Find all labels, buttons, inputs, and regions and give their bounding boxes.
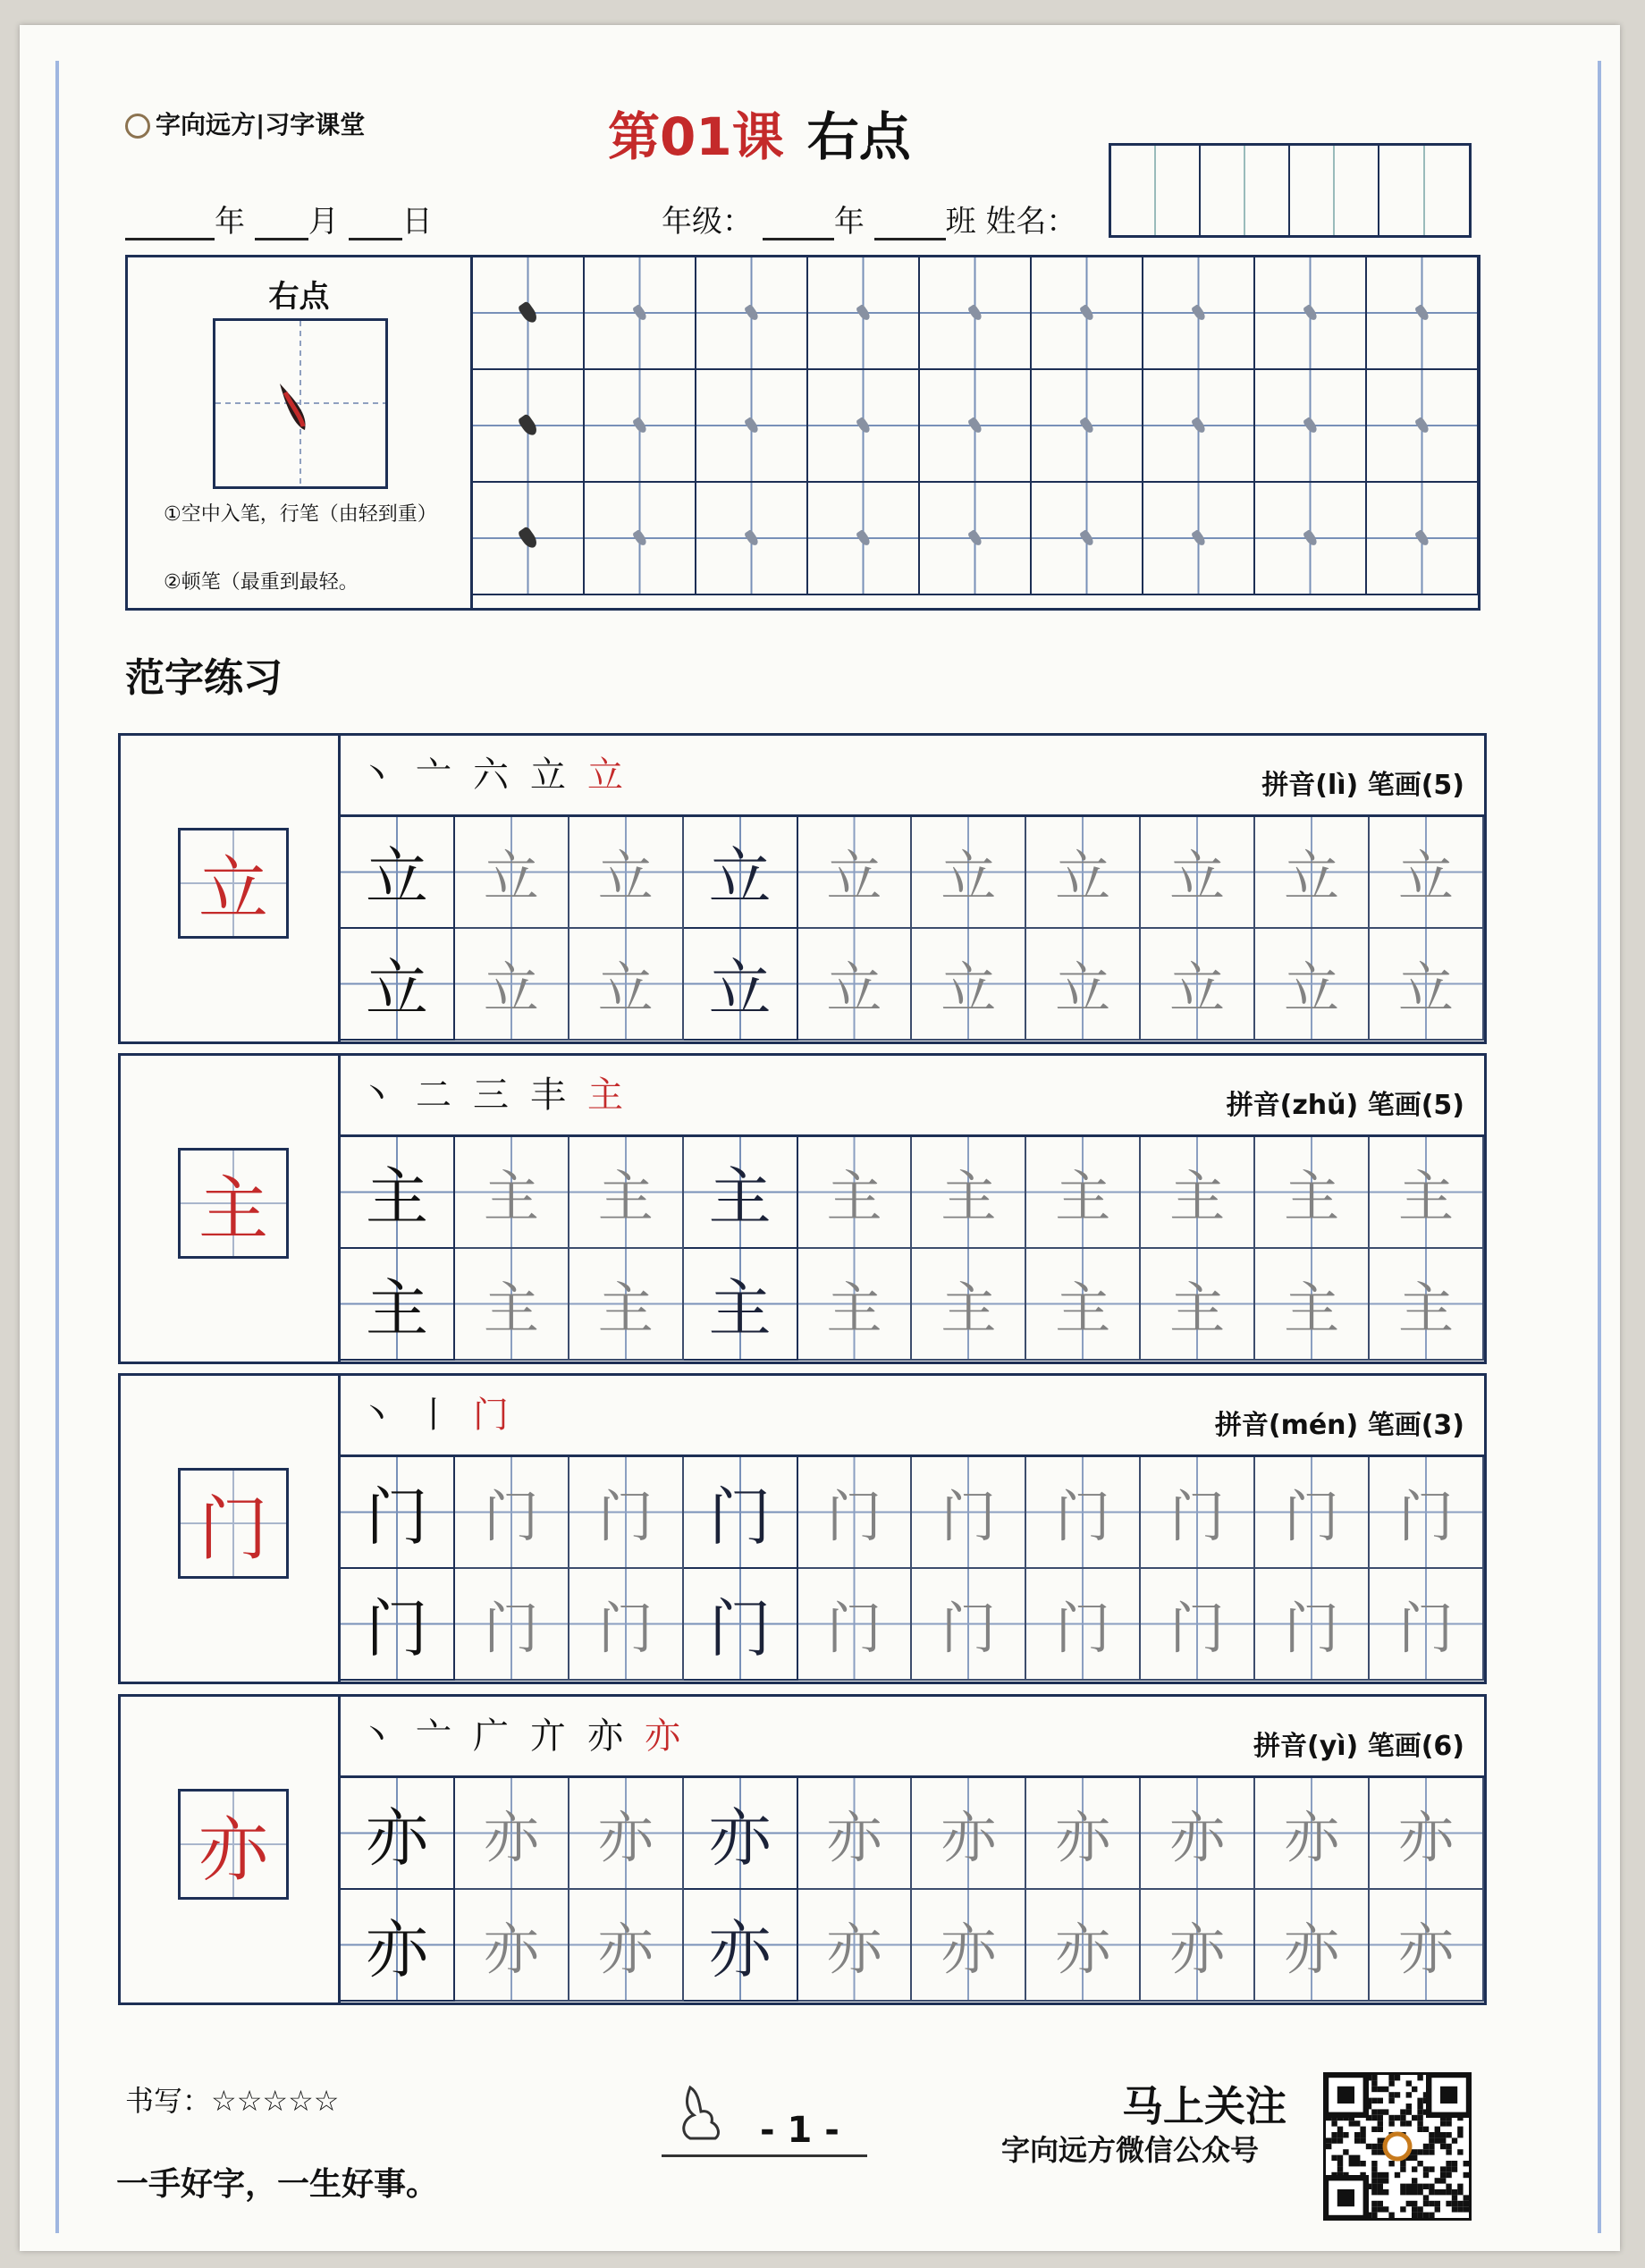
stroke-practice-cell[interactable]	[1143, 483, 1255, 595]
stroke-practice-cell[interactable]	[473, 483, 585, 595]
stroke-note-2: ②顿笔（最重到最轻。	[164, 571, 359, 594]
character-practice-cell[interactable]: 立	[684, 929, 798, 1041]
right-dot-stroke-icon	[743, 304, 760, 322]
model-character: 门	[178, 1468, 289, 1579]
practice-block	[118, 1053, 1487, 1364]
stroke-order-step: 二	[416, 1075, 473, 1116]
character-practice-cell[interactable]: 亦	[912, 1778, 1026, 1890]
circle-logo-icon	[125, 114, 150, 139]
character-practice-cell[interactable]: 主	[912, 1137, 1026, 1249]
character-practice-cell[interactable]: 亦	[1370, 1890, 1484, 2002]
stroke-practice-cell[interactable]	[1032, 257, 1143, 370]
character-practice-cell[interactable]: 立	[684, 817, 798, 929]
stroke-count-label: 笔画(5)	[1367, 770, 1464, 801]
stroke-order-step: 亠	[416, 1716, 473, 1757]
stroke-order-step: 三	[473, 1075, 530, 1116]
stroke-order-step: 立	[587, 755, 645, 796]
model-character-frame	[121, 736, 341, 1041]
character-practice-grid[interactable]	[341, 1457, 1484, 1681]
model-character: 主	[178, 1148, 289, 1259]
stroke-practice-cell[interactable]	[808, 483, 920, 595]
character-practice-cell[interactable]: 立	[569, 929, 684, 1041]
writing-rating[interactable]: 书写：☆☆☆☆☆	[125, 2084, 340, 2118]
character-practice-cell[interactable]: 主	[1141, 1137, 1255, 1249]
character-practice-cell[interactable]: 主	[1370, 1249, 1484, 1361]
stroke-practice-cell[interactable]	[1255, 257, 1367, 370]
character-practice-cell[interactable]: 立	[912, 817, 1026, 929]
month-label: 月	[308, 204, 339, 240]
stroke-order-step: 丶	[359, 1716, 416, 1757]
character-practice-cell[interactable]: 门	[1026, 1569, 1141, 1681]
character-practice-cell[interactable]: 亦	[1255, 1778, 1370, 1890]
stroke-practice-cell[interactable]	[920, 257, 1032, 370]
character-practice-cell[interactable]: 门	[455, 1457, 569, 1569]
character-practice-cell[interactable]: 立	[1141, 929, 1255, 1041]
stroke-order-row	[341, 1056, 1484, 1137]
year-blank[interactable]	[125, 238, 215, 240]
stroke-practice-cell[interactable]	[808, 370, 920, 483]
character-practice-cell[interactable]: 亦	[1141, 1890, 1255, 2002]
stroke-note-1: ①空中入笔，行笔（由轻到重）	[164, 503, 437, 526]
account-name: 字向远方微信公众号	[1001, 2133, 1260, 2167]
model-character-frame	[121, 1697, 341, 2002]
stroke-practice-cell[interactable]	[473, 370, 585, 483]
stroke-practice-cell[interactable]	[585, 483, 696, 595]
char-meta	[1227, 1083, 1464, 1122]
stroke-practice-cell[interactable]	[473, 257, 585, 370]
stroke-practice-cell[interactable]	[920, 370, 1032, 483]
char-meta	[1253, 1724, 1464, 1763]
rabbit-icon	[672, 2083, 726, 2146]
right-dot-stroke-icon	[1413, 304, 1430, 322]
month-blank[interactable]	[255, 238, 308, 240]
character-practice-cell[interactable]: 亦	[455, 1778, 569, 1890]
right-dot-stroke-icon	[631, 304, 648, 322]
lesson-number: 第01课	[608, 106, 784, 167]
character-practice-cell[interactable]: 立	[569, 817, 684, 929]
character-practice-cell[interactable]: 门	[341, 1457, 455, 1569]
character-practice-cell[interactable]: 门	[798, 1457, 913, 1569]
stroke-practice-cell[interactable]	[1143, 370, 1255, 483]
model-character-frame	[121, 1376, 341, 1682]
character-practice-cell[interactable]: 立	[1141, 817, 1255, 929]
character-practice-cell[interactable]: 立	[798, 929, 913, 1041]
character-practice-cell[interactable]: 主	[1370, 1137, 1484, 1249]
stroke-order-step: 亣	[530, 1716, 587, 1757]
stroke-order-step: 亦	[645, 1716, 702, 1757]
grade-label: 年级：	[662, 204, 753, 240]
character-practice-cell[interactable]: 主	[455, 1137, 569, 1249]
character-practice-cell[interactable]: 门	[1141, 1569, 1255, 1681]
character-practice-cell[interactable]: 主	[455, 1249, 569, 1361]
grade-blank[interactable]	[763, 238, 834, 240]
right-dot-stroke-icon	[1078, 417, 1095, 434]
day-blank[interactable]	[349, 238, 402, 240]
stroke-practice-cell[interactable]	[920, 483, 1032, 595]
stroke-order-step: 丶	[359, 755, 416, 796]
character-practice-cell[interactable]: 亦	[341, 1778, 455, 1890]
stroke-demo-box	[213, 318, 388, 489]
character-practice-cell[interactable]: 亦	[1255, 1890, 1370, 2002]
grade-year-label: 年	[833, 204, 865, 240]
right-dot-stroke-icon	[1302, 529, 1319, 547]
section-title: 范字练习	[125, 655, 283, 701]
left-margin-line	[55, 61, 59, 2233]
character-practice-cell[interactable]: 亦	[1141, 1778, 1255, 1890]
stroke-practice-cell[interactable]	[808, 257, 920, 370]
character-practice-cell[interactable]: 主	[1141, 1249, 1255, 1361]
right-dot-stroke-icon	[966, 304, 983, 322]
character-practice-cell[interactable]: 门	[1370, 1457, 1484, 1569]
stroke-practice-cell[interactable]	[1367, 257, 1479, 370]
stroke-practice-cell[interactable]	[1367, 483, 1479, 595]
character-practice-cell[interactable]: 立	[1026, 817, 1141, 929]
stroke-order-step: 六	[473, 755, 530, 796]
character-practice-cell[interactable]: 立	[1370, 817, 1484, 929]
stroke-order-step: 主	[587, 1075, 645, 1116]
character-practice-cell[interactable]: 亦	[798, 1778, 913, 1890]
character-practice-cell[interactable]: 立	[1370, 929, 1484, 1041]
pinyin-label: 拼音(mén)	[1214, 1410, 1359, 1441]
practice-block	[118, 733, 1487, 1044]
character-practice-cell[interactable]: 亦	[684, 1890, 798, 2002]
stroke-count-label: 笔画(5)	[1367, 1090, 1464, 1121]
stroke-order-step: 亦	[587, 1716, 645, 1757]
character-practice-cell[interactable]: 主	[341, 1137, 455, 1249]
right-dot-stroke-icon	[1078, 304, 1095, 322]
stroke-practice-cell[interactable]	[585, 370, 696, 483]
stroke-practice-cell[interactable]	[1367, 370, 1479, 483]
right-dot-stroke-icon	[966, 529, 983, 547]
character-practice-cell[interactable]: 亦	[569, 1890, 684, 2002]
right-dot-stroke-icon	[1190, 529, 1207, 547]
stroke-order-sequence	[359, 1387, 530, 1438]
right-dot-stroke-icon	[1302, 304, 1319, 322]
brand-logo	[125, 105, 365, 141]
stroke-practice-cell[interactable]	[696, 257, 808, 370]
character-practice-cell[interactable]: 门	[1255, 1569, 1370, 1681]
stroke-info-panel	[128, 257, 473, 608]
model-character-frame	[121, 1056, 341, 1362]
stroke-order-step: 丶	[359, 1075, 416, 1116]
stroke-practice-grid[interactable]	[473, 257, 1479, 595]
character-practice-cell[interactable]: 亦	[1026, 1890, 1141, 2002]
class-label: 班	[945, 204, 976, 240]
right-dot-stroke-icon	[855, 304, 872, 322]
character-practice-cell[interactable]: 主	[1255, 1249, 1370, 1361]
character-practice-cell[interactable]: 立	[341, 929, 455, 1041]
character-practice-cell[interactable]: 立	[455, 929, 569, 1041]
qr-code-icon[interactable]	[1323, 2072, 1472, 2221]
right-dot-stroke-icon	[631, 417, 648, 434]
page-number-text: - 1 -	[760, 2110, 839, 2151]
name-writing-boxes[interactable]	[1109, 143, 1472, 238]
right-dot-stroke-icon	[1413, 417, 1430, 434]
character-practice-cell[interactable]: 主	[341, 1249, 455, 1361]
stroke-practice-cell[interactable]	[1143, 257, 1255, 370]
character-practice-cell[interactable]: 门	[569, 1569, 684, 1681]
character-practice-cell[interactable]: 主	[684, 1249, 798, 1361]
stroke-practice-cell[interactable]	[1032, 483, 1143, 595]
character-practice-cell[interactable]: 主	[798, 1137, 913, 1249]
character-practice-grid[interactable]	[341, 817, 1484, 1041]
stroke-order-row	[341, 1697, 1484, 1778]
right-margin-line	[1598, 61, 1601, 2233]
character-practice-cell[interactable]: 门	[912, 1569, 1026, 1681]
stroke-order-step: 广	[473, 1716, 530, 1757]
character-practice-cell[interactable]: 亦	[912, 1890, 1026, 2002]
practice-block	[118, 1694, 1487, 2005]
character-practice-cell[interactable]: 亦	[1026, 1778, 1141, 1890]
character-practice-cell[interactable]: 主	[912, 1249, 1026, 1361]
stroke-order-sequence	[359, 1067, 645, 1117]
character-practice-cell[interactable]: 亦	[1370, 1778, 1484, 1890]
stroke-practice-cell[interactable]	[1032, 370, 1143, 483]
character-practice-cell[interactable]: 亦	[798, 1890, 913, 2002]
character-practice-cell[interactable]: 门	[798, 1569, 913, 1681]
stroke-count-label: 笔画(3)	[1367, 1410, 1464, 1441]
character-practice-grid[interactable]	[341, 1778, 1484, 2002]
character-practice-cell[interactable]: 立	[1026, 929, 1141, 1041]
class-blank[interactable]	[874, 238, 946, 240]
follow-heading: 马上关注	[1122, 2082, 1286, 2130]
character-practice-cell[interactable]: 门	[684, 1569, 798, 1681]
character-practice-cell[interactable]: 亦	[341, 1890, 455, 2002]
right-dot-stroke-icon	[1302, 417, 1319, 434]
character-practice-cell[interactable]: 门	[569, 1457, 684, 1569]
stroke-order-step: 门	[473, 1395, 530, 1436]
right-dot-stroke-icon	[743, 529, 760, 547]
right-dot-stroke-icon	[517, 300, 539, 325]
right-dot-stroke-icon	[743, 417, 760, 434]
character-practice-cell[interactable]: 门	[1026, 1457, 1141, 1569]
stroke-practice-cell[interactable]	[585, 257, 696, 370]
stroke-count-label: 笔画(6)	[1367, 1731, 1464, 1762]
character-practice-cell[interactable]: 主	[1026, 1137, 1141, 1249]
right-dot-stroke-icon	[1190, 417, 1207, 434]
char-meta	[1261, 763, 1464, 802]
character-practice-cell[interactable]: 亦	[569, 1778, 684, 1890]
stroke-practice-cell[interactable]	[696, 370, 808, 483]
stroke-order-step: 立	[530, 755, 587, 796]
name-label: 姓名：	[985, 204, 1077, 240]
pinyin-label: 拼音(zhǔ)	[1226, 1090, 1359, 1121]
pinyin-label: 拼音(yì)	[1253, 1731, 1359, 1762]
stroke-practice-cell[interactable]	[696, 483, 808, 595]
character-practice-cell[interactable]: 立	[1255, 929, 1370, 1041]
model-character: 立	[178, 828, 289, 939]
right-dot-stroke-icon	[1078, 529, 1095, 547]
character-practice-cell[interactable]: 门	[341, 1569, 455, 1681]
date-line	[125, 197, 433, 240]
right-dot-stroke-icon	[1413, 529, 1430, 547]
character-practice-cell[interactable]: 立	[1255, 817, 1370, 929]
right-dot-stroke-icon	[966, 417, 983, 434]
right-dot-stroke-icon	[855, 529, 872, 547]
character-practice-cell[interactable]: 门	[455, 1569, 569, 1681]
stroke-practice-cell[interactable]	[1255, 370, 1367, 483]
right-dot-stroke-icon	[1190, 304, 1207, 322]
pinyin-label: 拼音(lì)	[1261, 770, 1359, 801]
right-dot-stroke-icon	[517, 526, 539, 551]
character-practice-cell[interactable]: 主	[1026, 1249, 1141, 1361]
char-meta	[1215, 1403, 1464, 1442]
stroke-practice-cell[interactable]	[1255, 483, 1367, 595]
character-practice-cell[interactable]: 立	[341, 817, 455, 929]
stroke-order-step: 丰	[530, 1075, 587, 1116]
right-dot-stroke-icon	[517, 413, 539, 438]
right-dot-stroke-icon	[855, 417, 872, 434]
right-dot-stroke-icon	[631, 529, 648, 547]
stroke-name: 右点	[268, 279, 330, 315]
character-practice-cell[interactable]: 主	[569, 1137, 684, 1249]
character-practice-cell[interactable]: 门	[912, 1457, 1026, 1569]
character-practice-cell[interactable]: 立	[912, 929, 1026, 1041]
stroke-order-sequence	[359, 746, 645, 797]
lesson-title: 右点	[806, 106, 911, 167]
character-practice-cell[interactable]: 门	[684, 1457, 798, 1569]
motto: 一手好字，一生好事。	[116, 2166, 439, 2203]
grade-line	[662, 197, 1076, 240]
character-practice-cell[interactable]: 亦	[684, 1778, 798, 1890]
year-label: 年	[215, 204, 245, 240]
page-number-underline	[662, 2154, 867, 2157]
stroke-order-sequence	[359, 1707, 702, 1758]
day-label: 日	[401, 204, 433, 240]
page-title	[608, 95, 911, 170]
stroke-order-step: 亠	[416, 755, 473, 796]
stroke-order-row	[341, 1376, 1484, 1457]
character-practice-cell[interactable]: 门	[1255, 1457, 1370, 1569]
character-practice-cell[interactable]: 主	[798, 1249, 913, 1361]
model-character: 亦	[178, 1789, 289, 1900]
character-practice-cell[interactable]: 主	[1255, 1137, 1370, 1249]
stroke-intro-box	[125, 255, 1480, 611]
brand-text: 字向远方|习字课堂	[156, 110, 366, 139]
character-practice-cell[interactable]: 门	[1370, 1569, 1484, 1681]
character-practice-cell[interactable]: 亦	[455, 1890, 569, 2002]
stroke-order-row	[341, 736, 1484, 817]
character-practice-cell[interactable]: 主	[684, 1137, 798, 1249]
character-practice-cell[interactable]: 立	[455, 817, 569, 929]
character-practice-cell[interactable]: 门	[1141, 1457, 1255, 1569]
character-practice-cell[interactable]: 立	[798, 817, 913, 929]
right-dot-demo-icon	[215, 321, 385, 486]
character-practice-grid[interactable]	[341, 1137, 1484, 1361]
practice-block	[118, 1373, 1487, 1684]
character-practice-cell[interactable]: 主	[569, 1249, 684, 1361]
stroke-order-step: 丶	[359, 1395, 416, 1436]
stroke-order-step: 丨	[416, 1395, 473, 1436]
